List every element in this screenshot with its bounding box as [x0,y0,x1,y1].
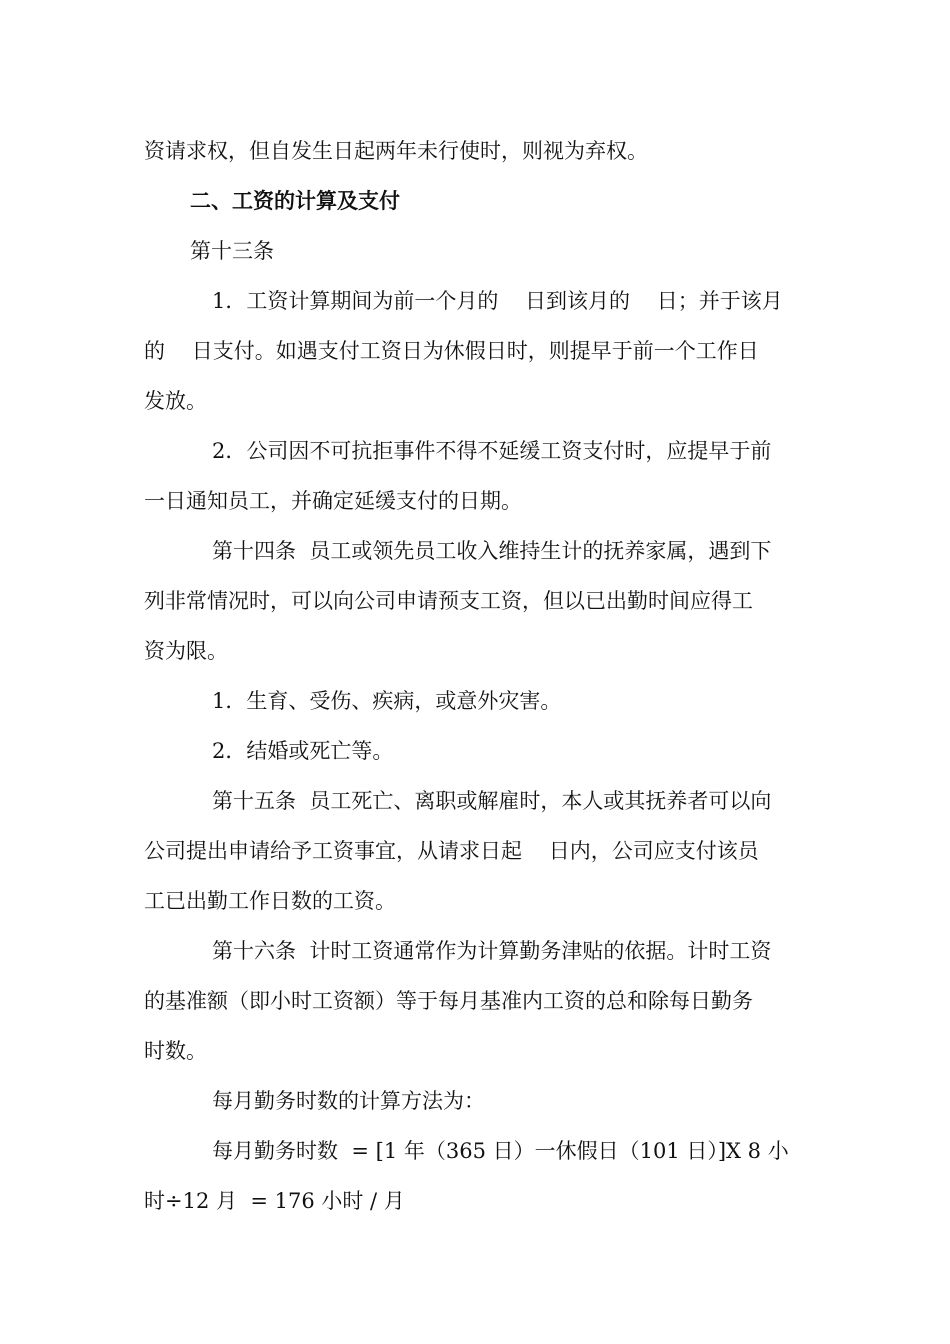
formula-line: 每月勤务时数 = [1 年（365 日）一休假日（101 日）]X 8 小 [212,1139,789,1163]
text-line: 公司提出申请给予工资事宜，从请求日起 日内，公司应支付该员 [144,839,759,863]
text-line: 资请求权，但自发生日起两年未行使时，则视为弃权。 [144,139,648,163]
text-line: 第十四条 员工或领先员工收入维持生计的抚养家属，遇到下 [212,539,772,563]
text-line: 1．工资计算期间为前一个月的 日到该月的 日；并于该月 [212,289,783,313]
text-line: 的基准额（即小时工资额）等于每月基准内工资的总和除每日勤务 [144,989,753,1013]
article-title: 第十三条 [190,239,274,263]
formula-line: 时÷12 月 = 176 小时 / 月 [144,1189,405,1213]
text-line: 工已出勤工作日数的工资。 [144,889,396,913]
section-heading: 二、工资的计算及支付 [190,188,400,213]
text-line: 的 日支付。如遇支付工资日为休假日时，则提早于前一个工作日 [144,339,759,363]
text-line: 每月勤务时数的计算方法为： [212,1089,485,1113]
text-line: 一日通知员工，并确定延缓支付的日期。 [144,489,522,513]
text-line: 资为限。 [144,639,228,663]
text-line: 1．生育、受伤、疾病，或意外灾害。 [212,689,562,713]
text-line: 2．结婚或死亡等。 [212,739,394,763]
text-line: 发放。 [144,389,207,413]
text-line: 列非常情况时，可以向公司申请预支工资，但以已出勤时间应得工 [144,589,753,613]
text-line: 2．公司因不可抗拒事件不得不延缓工资支付时，应提早于前 [212,439,772,463]
text-line: 时数。 [144,1039,207,1063]
text-line: 第十五条 员工死亡、离职或解雇时，本人或其抚养者可以向 [212,789,772,813]
text-line: 第十六条 计时工资通常作为计算勤务津贴的依据。计时工资 [212,939,772,963]
